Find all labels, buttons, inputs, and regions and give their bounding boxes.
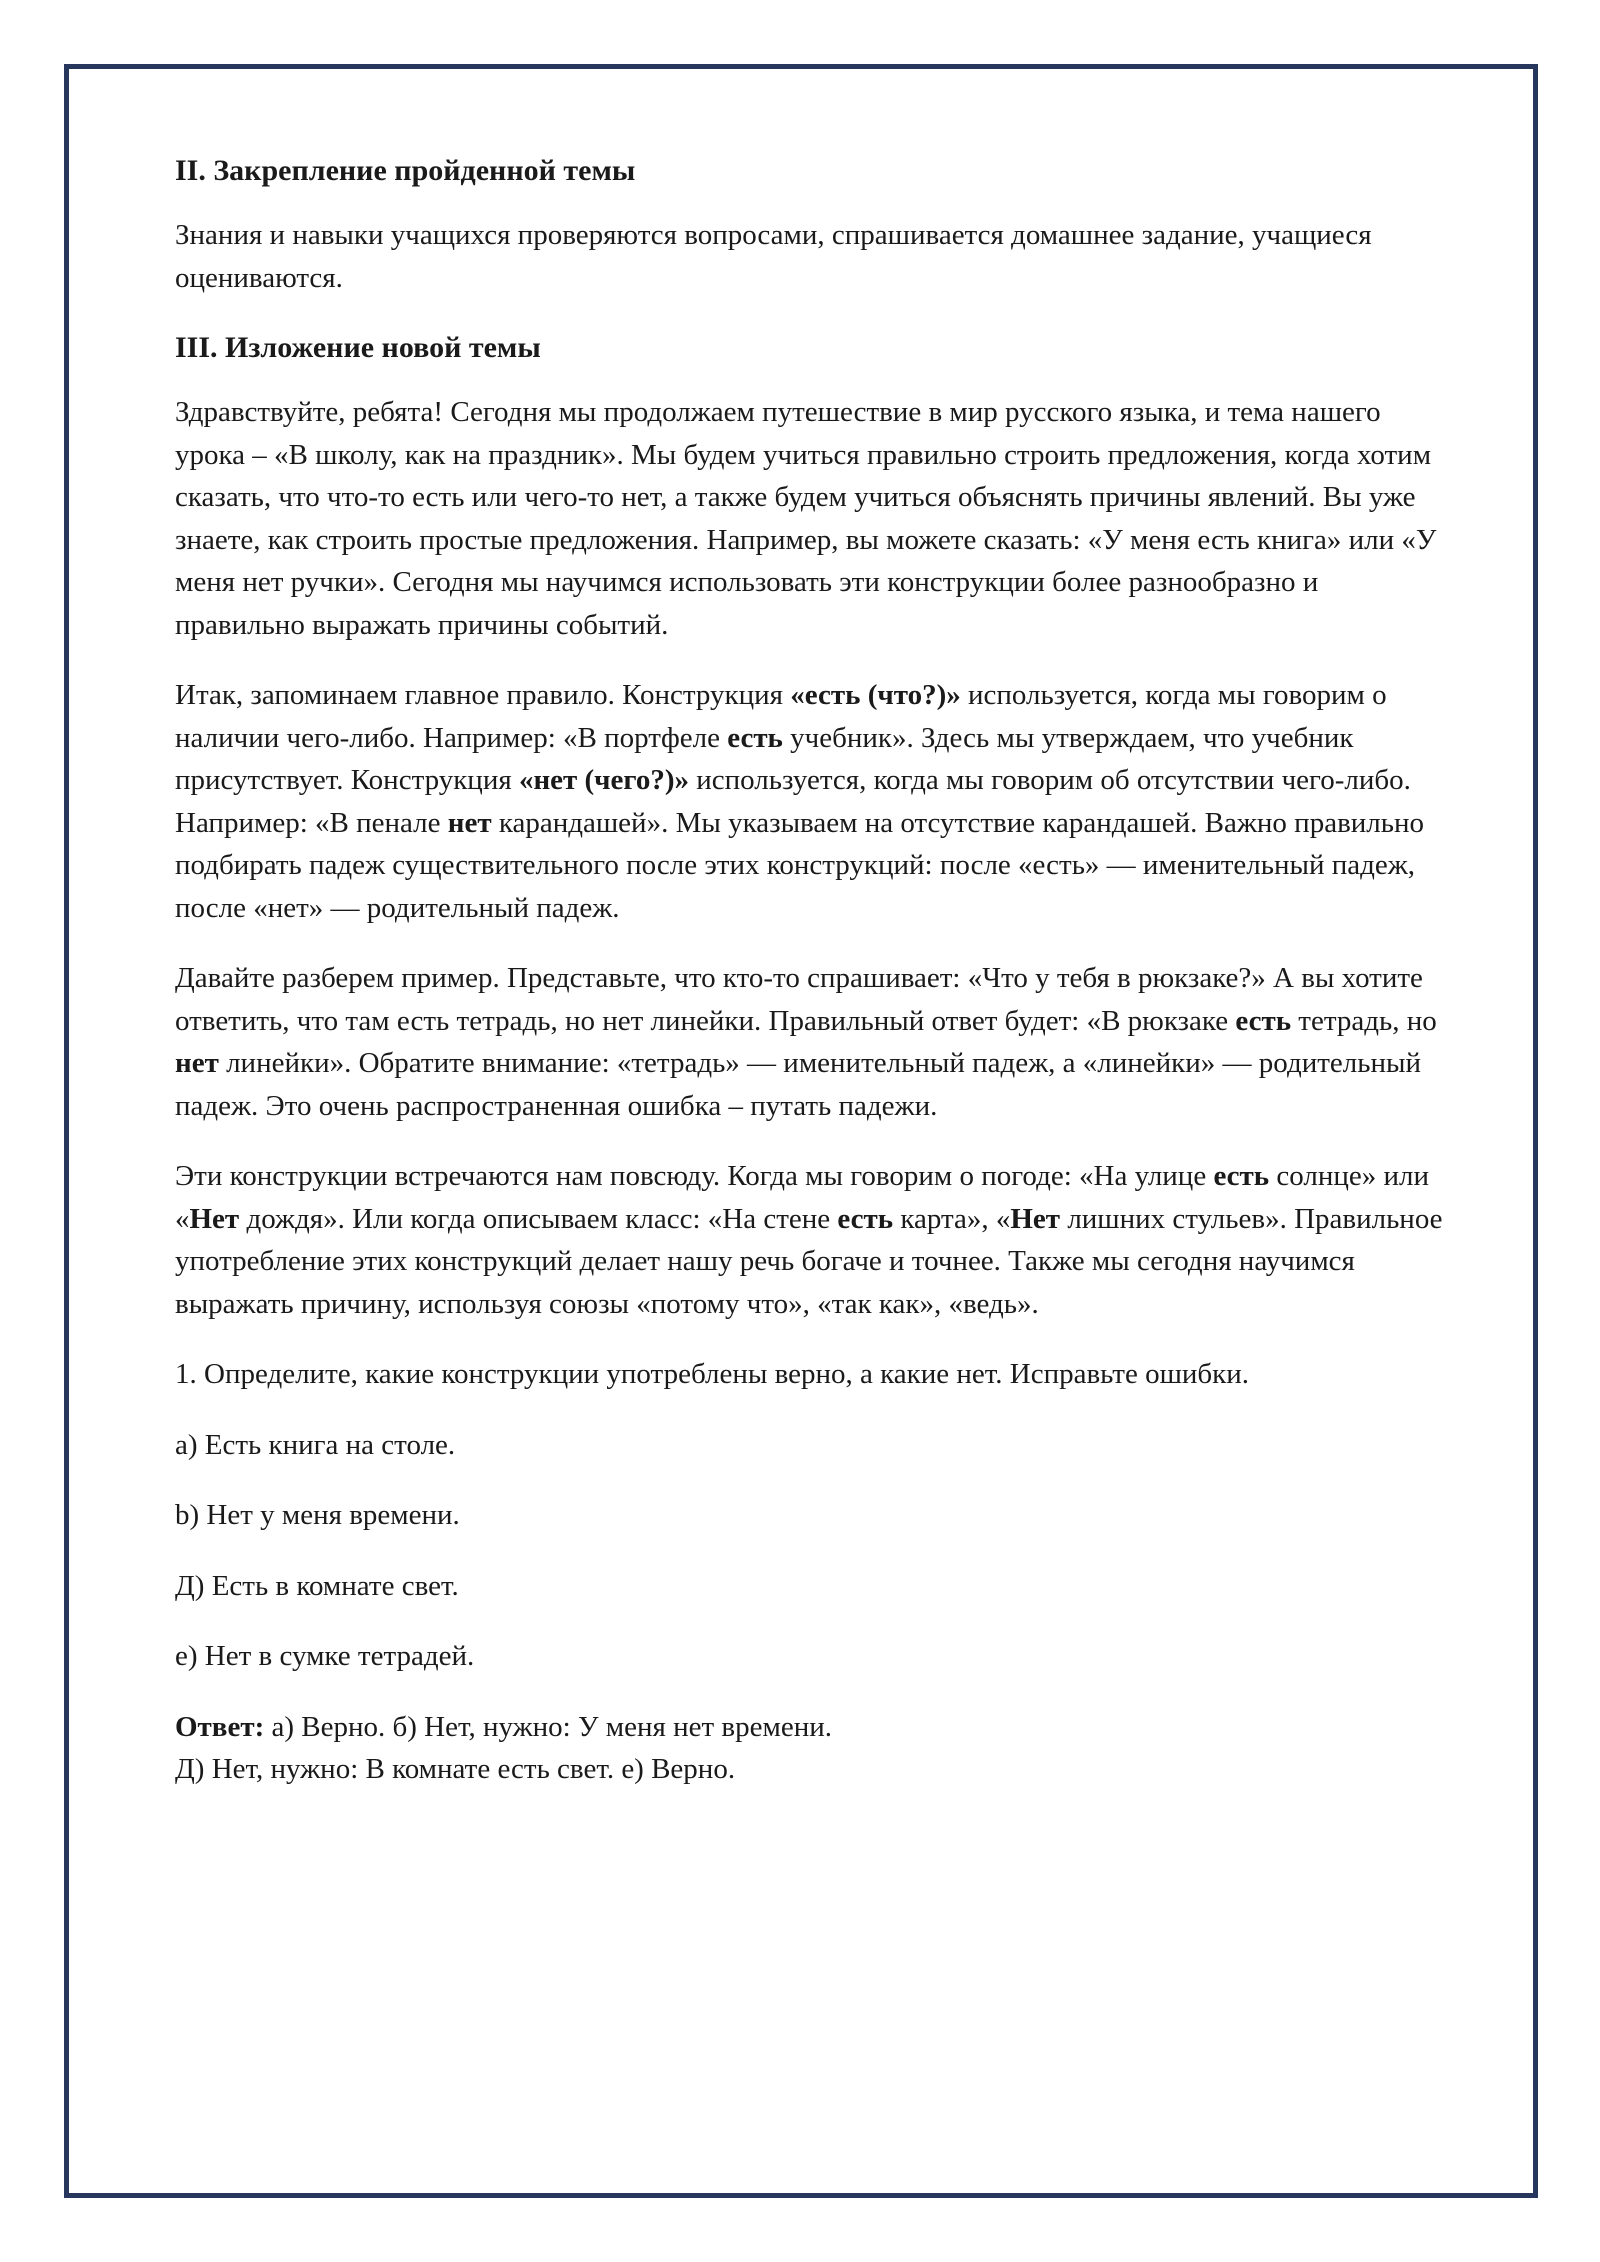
bold-term: есть — [1213, 1160, 1270, 1192]
section-2-text: Знания и навыки учащихся проверяются вопросами, спрашивается домашнее задание, учащиеся оцениваются. — [175, 219, 1372, 294]
answer-block — [175, 1706, 1445, 1791]
answer-line-1: а) Верно. б) Нет, нужно: У меня нет времени. — [264, 1710, 832, 1743]
answer-label: Ответ: — [175, 1710, 265, 1743]
bold-term: «нет (чего?)» — [518, 764, 690, 796]
text-run: карта», « — [893, 1202, 1011, 1235]
example-paragraph — [175, 957, 1445, 1127]
bold-term: есть — [1235, 1004, 1292, 1037]
text-run: Итак, запоминаем главное правило. Конструкция — [175, 679, 791, 711]
exercise-item: b) Нет у меня времени. — [175, 1499, 460, 1531]
text-run: солнце» или « — [175, 1160, 1430, 1235]
text-run: учебник». Здесь мы утверждаем, что учебник присутствует. Конструкция — [175, 721, 1354, 796]
document-body — [175, 150, 1445, 1819]
bold-term: «есть (что?)» — [790, 679, 961, 711]
text-run: карандашей». Мы указываем на отсутствие карандашей. Важно правильно подбирать падеж существительного после этих конструкций: после «есть» — именительный падеж, после «нет» — родительный падеж. — [175, 806, 1424, 924]
text-run: дождя». Или когда описываем класс: «На стене — [239, 1202, 838, 1235]
bold-term: нет — [447, 806, 492, 839]
bold-term: нет — [175, 1047, 219, 1079]
bold-term: Нет — [189, 1202, 240, 1235]
exercise-item: е) Нет в сумке тетрадей. — [175, 1640, 475, 1672]
exercise-task: 1. Определите, какие конструкции употреблены верно, а какие нет. Исправьте ошибки. — [175, 1358, 1250, 1390]
text-run: линейки». Обратите внимание: «тетрадь» — именительный падеж, а «линейки» — родительный падеж. Это очень распространенная ошибка – путать падежи. — [175, 1047, 1421, 1122]
bold-term: есть — [837, 1202, 894, 1235]
text-run: используется, когда мы говорим об отсутствии чего-либо. Например: «В пенале — [175, 764, 1411, 839]
text-run: Давайте разберем пример. Представьте, что кто-то спрашивает: «Что у тебя в рюкзаке?» А вы хотите ответить, что там есть тетрадь, но нет линейки. Правильный ответ будет: «В рюкзаке — [175, 962, 1423, 1037]
intro-paragraph: Здравствуйте, ребята! Сегодня мы продолжаем путешествие в мир русского языка, и тема нашего урока – «В школу, как на праздник». Мы будем учиться правильно строить предложения, когда хотим сказать, что что-то есть или чего-то нет, а также будем учиться объяснять причины явлений. Вы уже знаете, как строить простые предложения. Например, вы можете сказать: «У меня есть книга» или «У меня нет ручки». Сегодня мы научимся использовать эти конструкции более разнообразно и правильно выражать причины событий. — [175, 396, 1437, 641]
bold-term: Нет — [1010, 1202, 1061, 1235]
exercise-item: а) Есть книга на столе. — [175, 1428, 456, 1461]
exercise-item: Д) Есть в комнате свет. — [175, 1569, 459, 1602]
text-run: используется, когда мы говорим о наличии чего-либо. Например: «В портфеле — [175, 679, 1387, 754]
rule-paragraph — [175, 674, 1445, 929]
usage-paragraph — [175, 1155, 1445, 1325]
section-3-heading: III. Изложение новой темы — [175, 331, 541, 364]
section-2-heading: II. Закрепление пройденной темы — [175, 154, 636, 187]
bold-term: есть — [727, 721, 783, 754]
text-run: тетрадь, но — [1291, 1004, 1437, 1037]
text-run: лишних стульев». Правильное употребление этих конструкций делает нашу речь богаче и точнее. Также мы сегодня научимся выражать причину, используя союзы «потому что», «так как», «ведь». — [175, 1202, 1443, 1320]
text-run: Эти конструкции встречаются нам повсюду. Когда мы говорим о погоде: «На улице — [175, 1160, 1214, 1192]
answer-line-2: Д) Нет, нужно: В комнате есть свет. е) Верно. — [175, 1753, 736, 1785]
